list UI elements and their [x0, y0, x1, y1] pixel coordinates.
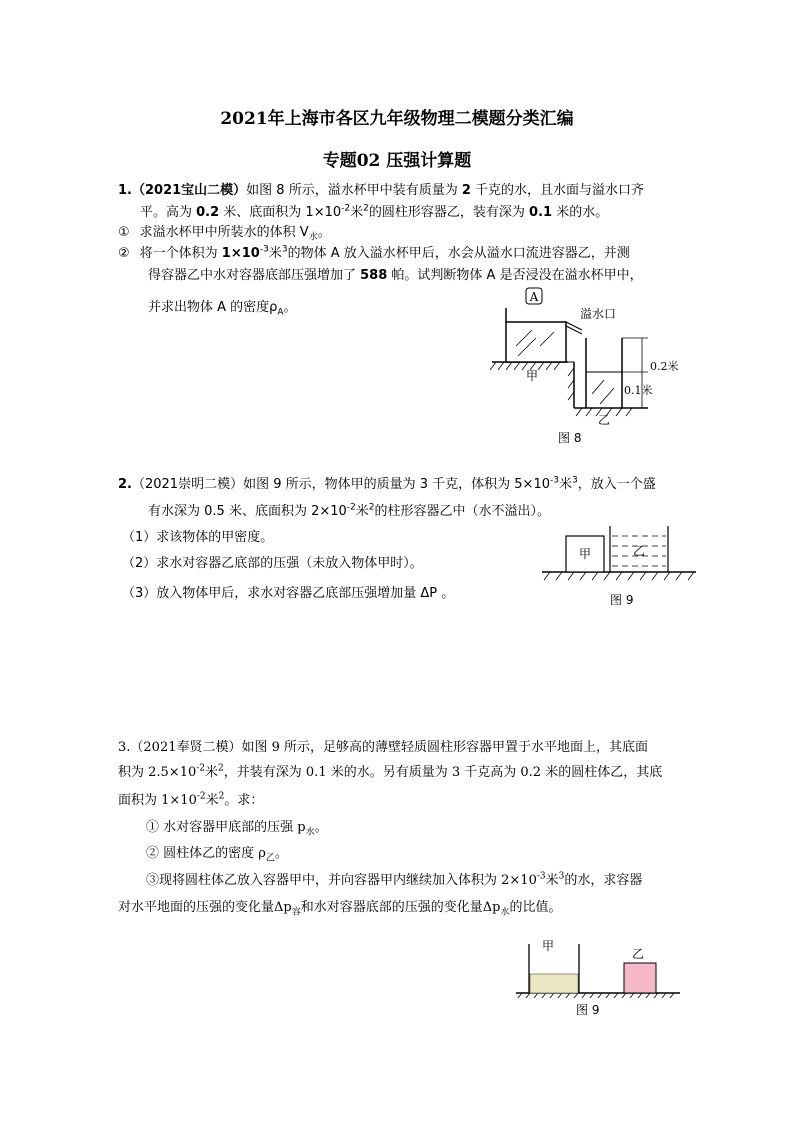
q3-text: 米	[545, 873, 559, 888]
q1-source: （2021宝山二模）	[131, 183, 247, 198]
q3-text: 对水平地面的压强的变化量Δp	[118, 900, 292, 915]
q3-text: 米	[205, 793, 219, 808]
q2-line2	[148, 501, 550, 523]
q3-sub2-text: ② 圆柱体乙的密度 ρ	[146, 846, 266, 861]
q1-text: 千克的水，且水面与溢水口齐	[470, 183, 645, 198]
q1-text: 并求出物体 A 的密度ρ	[148, 300, 278, 315]
q1-exp: 3	[281, 244, 288, 255]
q1-sub2-text: 将一个体积为	[139, 246, 222, 261]
figure-9-q3-diagram	[514, 936, 684, 1020]
q3-subscript: 水	[500, 907, 510, 918]
figure-9-q2-label-jia: 甲	[578, 547, 592, 561]
q3-sub2-end: 。	[274, 846, 288, 861]
q1-text: 米	[268, 246, 282, 261]
q3-text: 。求：	[224, 793, 264, 808]
q3-exp: -2	[196, 763, 206, 774]
q1-number: 1.	[118, 183, 132, 198]
q3-text: 积为 2.5×10	[118, 765, 197, 780]
figure-8-caption: 图 8	[558, 431, 582, 444]
figure-8-label-yi: 乙	[598, 413, 611, 427]
figure-9-q3-caption: 图 9	[576, 1003, 600, 1017]
figure-9-q2-caption: 图 9	[610, 593, 634, 607]
q3-exp: 2	[218, 763, 224, 774]
q3-number: 3.	[118, 740, 131, 755]
q2-exp: 2	[368, 502, 375, 513]
q3-exp: 3	[558, 871, 565, 882]
q3-text: 如图 9 所示，足够高的薄壁轻质圆柱形容器甲置于水平地面上，其底面	[241, 740, 649, 755]
figure-9-q3-label-yi: 乙	[632, 947, 645, 961]
q1-text: 得容器乙中水对容器底部压强增加了	[148, 268, 361, 283]
q1-subscript: A	[277, 307, 284, 318]
q3-exp: 2	[218, 791, 225, 802]
q2-exp: -2	[346, 502, 356, 513]
q2-sub2: （2）求水对容器乙底部的压强（未放入物体甲时）。	[122, 556, 423, 571]
q1-line1	[118, 180, 644, 202]
q1-height: 0.2	[196, 205, 220, 220]
q3-text: 米	[205, 765, 219, 780]
figure-8-diagram	[488, 284, 688, 444]
q2-exp: -3	[550, 475, 559, 486]
q3-line2	[118, 762, 662, 784]
circle-two-marker: ②	[118, 246, 130, 261]
q3-sub1-end: 。	[314, 820, 328, 835]
figure-8-label-a: A	[529, 290, 539, 304]
q3-exp: -3	[536, 871, 546, 882]
q1-sub1	[118, 222, 331, 244]
q1-sub1-end: 。	[317, 225, 331, 240]
q1-pressure: 588	[360, 268, 388, 283]
q2-sub3	[122, 583, 454, 605]
q3-text: 和水对容器底部的压强的变化量Δp	[300, 900, 501, 915]
q2-text: 如图 9 所示，物体甲的质量为 3 千克，体积为 5×10	[243, 477, 550, 492]
q2-text: 米	[355, 504, 369, 519]
q1-volume: 1×10	[221, 246, 260, 261]
q3-source: （2021奉贤二模）	[130, 740, 242, 755]
q1-text: 米	[350, 205, 364, 220]
q2-sub3-text: （3）放入物体甲后，求水对容器乙底部压强增加量 ΔP	[122, 586, 442, 601]
q3-subscript: 容	[291, 907, 301, 918]
q1-depth: 0.1	[529, 205, 553, 220]
q2-sub1: （1）求该物体的甲密度。	[122, 530, 274, 545]
document-title: 2021年上海市各区九年级物理二模题分类汇编	[220, 109, 574, 129]
q1-sub2-line3	[148, 297, 297, 319]
q3-line1	[118, 737, 648, 759]
q1-exp: -2	[341, 203, 351, 214]
q2-line1	[118, 474, 656, 496]
q1-text: 米的水。	[552, 205, 609, 220]
figure-9-q2-diagram	[540, 522, 700, 618]
q2-text: 有水深为 0.5 米、底面积为 2×10	[148, 504, 347, 519]
q3-text: 面积为 1×10	[118, 793, 197, 808]
q3-sub1-subscript: 水	[305, 827, 315, 838]
q1-text: 平。高为	[140, 205, 197, 220]
q1-text: 米、底面积为 1×10	[219, 205, 342, 220]
q3-text: 的比值。	[509, 900, 562, 915]
q3-sub1-text: ① 水对容器甲底部的压强 p	[146, 820, 306, 835]
q3-sub3-line1	[146, 870, 642, 892]
q2-sub3-end: 。	[441, 586, 455, 601]
q3-text: 的水，求容器	[564, 873, 643, 888]
q3-sub1	[146, 817, 328, 839]
q1-sub1-subscript: 水	[308, 232, 318, 243]
q1-exp: 2	[363, 203, 369, 214]
figure-9-q2-label-yi: 乙	[632, 544, 646, 558]
q1-text: 如图 8 所示，溢水杯甲中装有质量为	[246, 183, 462, 198]
q1-exp: -3	[259, 244, 269, 255]
q3-text: ③现将圆柱体乙放入容器甲中，并向容器甲内继续加入体积为 2×10	[146, 873, 537, 888]
q3-exp: -2	[196, 791, 206, 802]
q1-text: 的圆柱形容器乙，装有深为	[368, 205, 530, 220]
q1-line2	[140, 202, 608, 224]
q1-mass: 2	[461, 183, 471, 198]
circle-one-marker: ①	[118, 225, 130, 240]
figure-8-label-jia: 甲	[526, 369, 539, 383]
q1-text: 的物体 A 放入溢水杯甲后，水会从溢水口流进容器乙，并测	[287, 246, 630, 261]
q3-sub2-subscript: 乙	[265, 853, 275, 864]
q3-sub2	[146, 843, 288, 865]
q2-text: 米	[558, 477, 572, 492]
figure-8-label-outlet: 溢水口	[580, 307, 617, 321]
q2-number: 2.	[118, 477, 132, 492]
q1-sub1-text: 求溢水杯甲中所装水的体积 V	[139, 225, 309, 240]
q1-sub2-line1	[118, 243, 630, 265]
figure-8-label-h2: 0.1米	[624, 384, 653, 397]
topic-subtitle: 专题02 压强计算题	[322, 151, 472, 171]
q2-exp: 3	[572, 475, 578, 486]
q1-text: 。	[283, 300, 297, 315]
figure-9-q3-label-jia: 甲	[542, 939, 555, 953]
q2-source: （2021崇明二模）	[131, 477, 244, 492]
q3-text: ，并装有深为 0.1 米的水。另有质量为 3 千克高为 0.2 米的圆柱体乙，其底	[223, 765, 663, 780]
q1-text: 帕。试判断物体 A 是否浸没在溢水杯甲中，	[387, 268, 643, 283]
figure-8-label-h1: 0.2米	[650, 360, 679, 373]
q2-text: 的柱形容器乙中（水不溢出）。	[374, 504, 551, 519]
q2-text: ，放入一个盛	[577, 477, 656, 492]
q3-sub3-line2	[118, 897, 561, 919]
q3-line3	[118, 790, 263, 812]
